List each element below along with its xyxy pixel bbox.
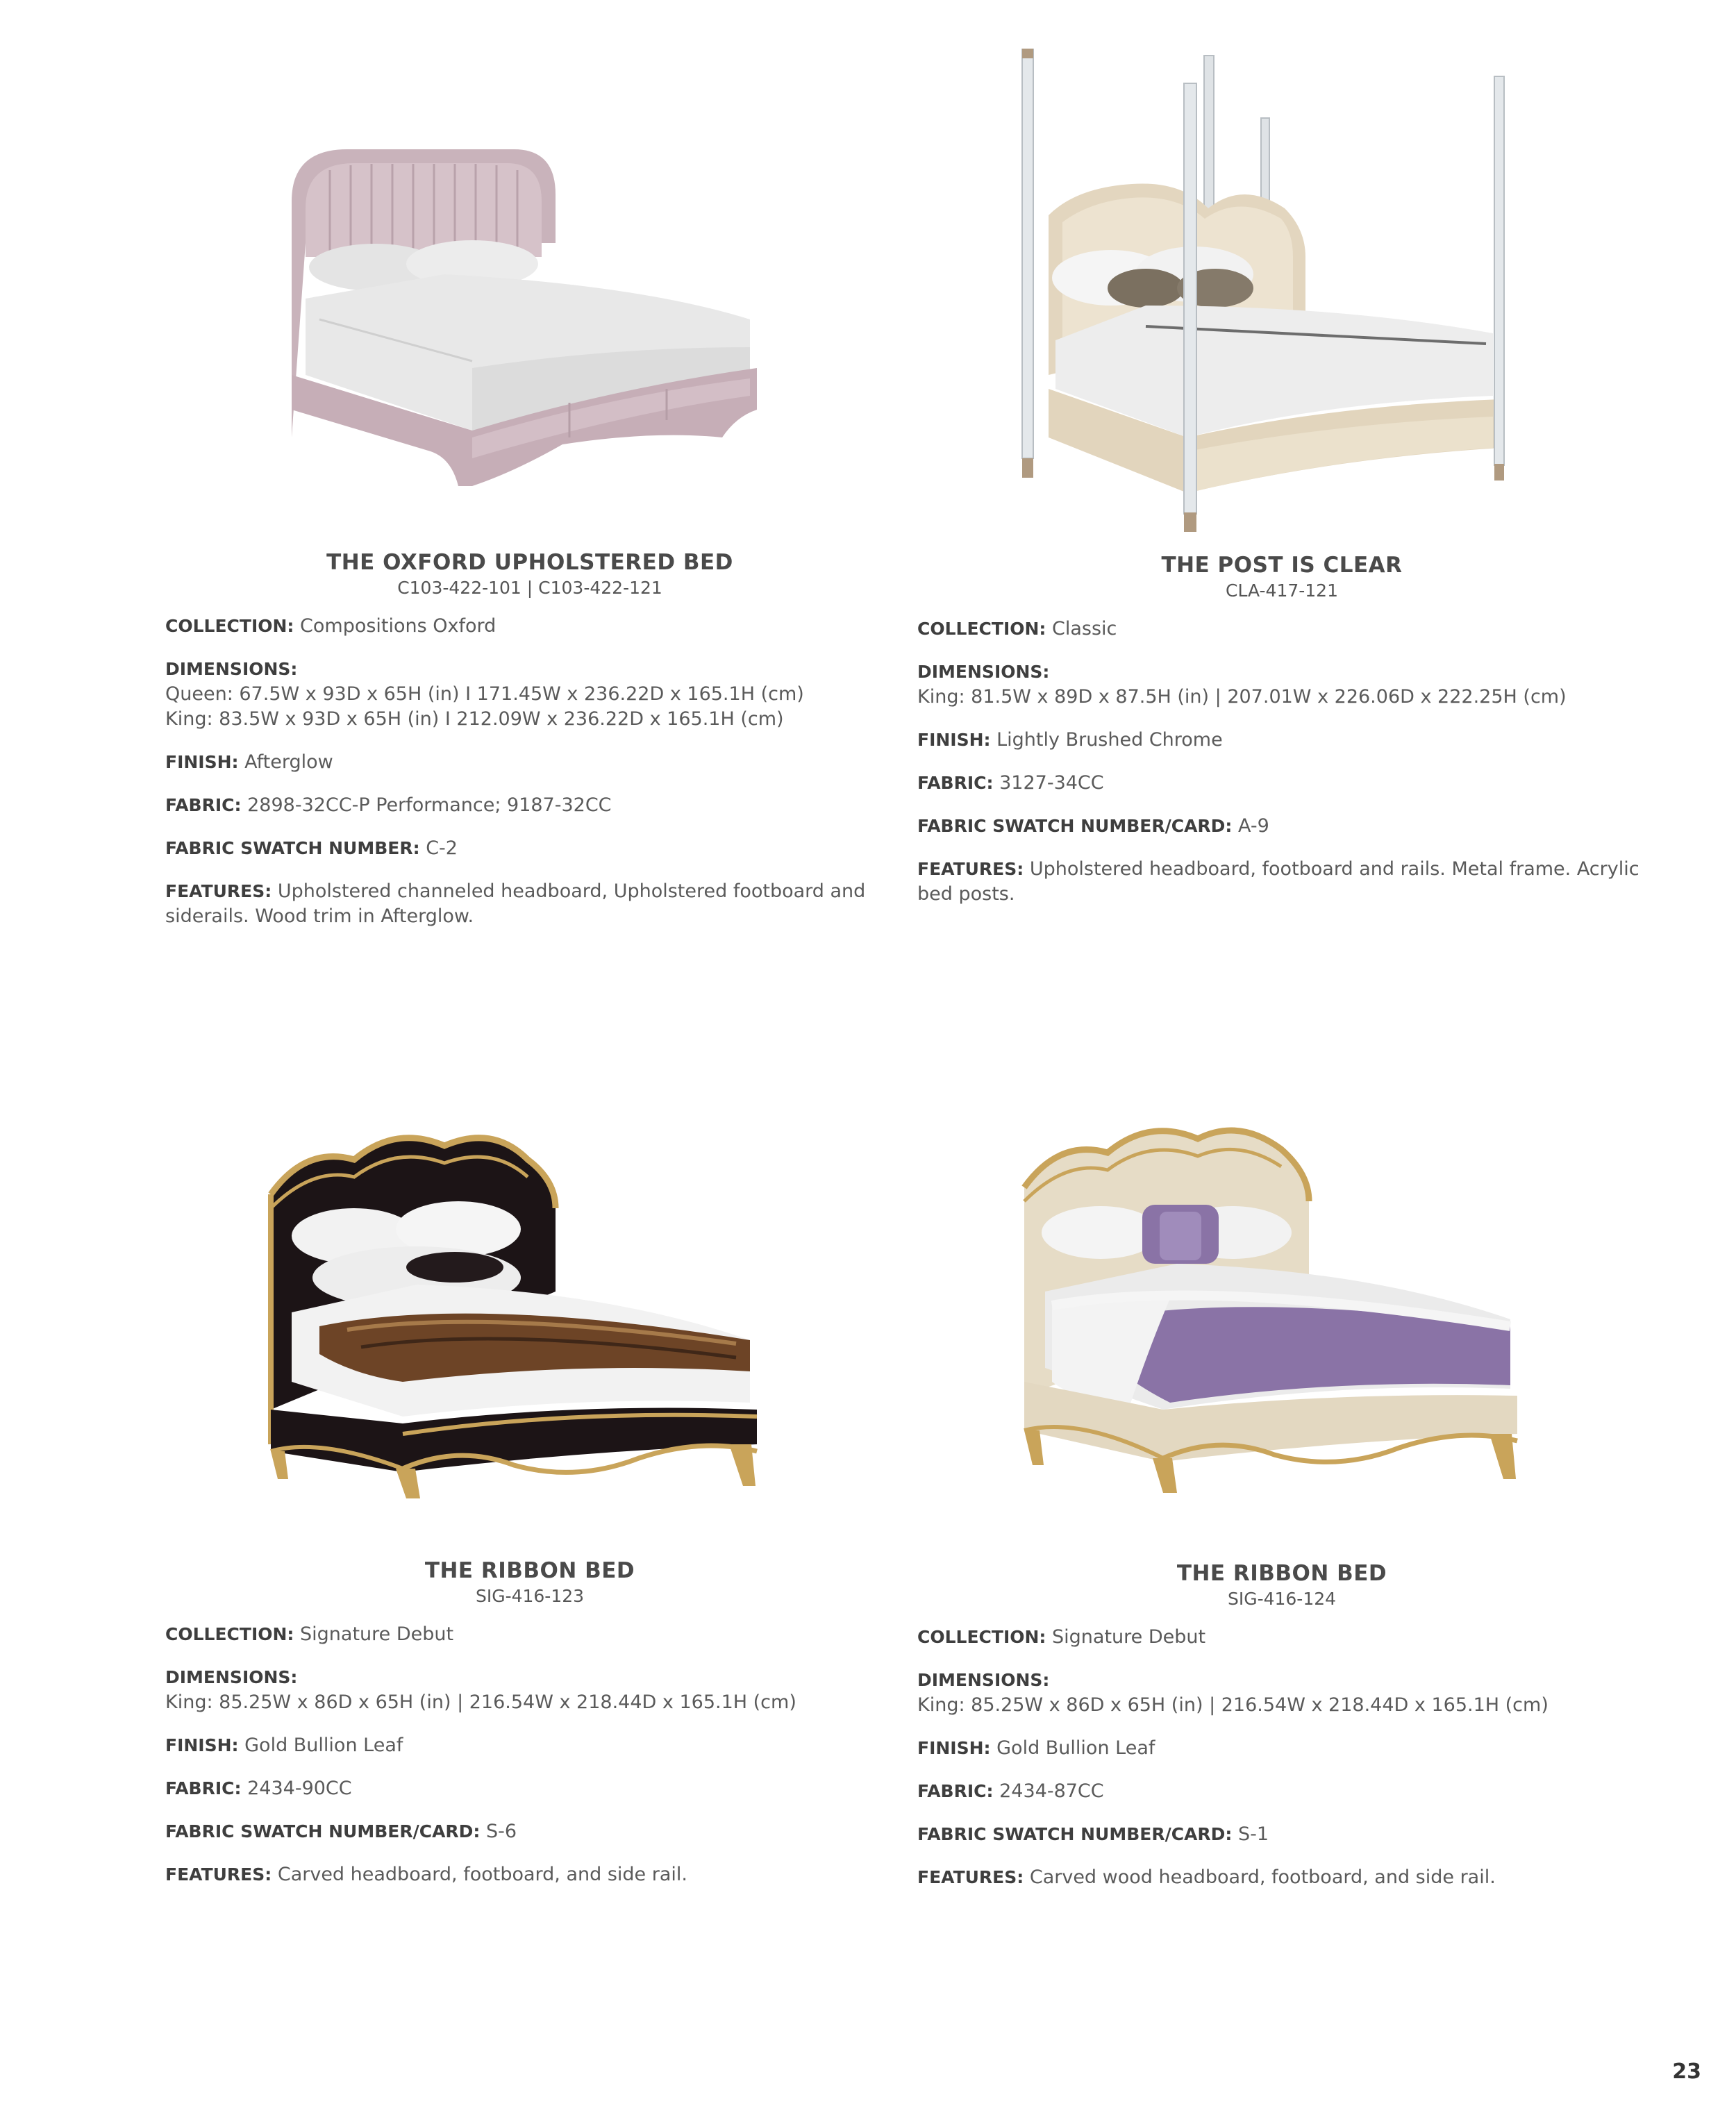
features-label: FEATURES: bbox=[917, 859, 1024, 879]
collection-value: Classic bbox=[1052, 618, 1117, 640]
dimensions-row bbox=[917, 660, 1646, 710]
product-sku: C103-422-101 | C103-422-121 bbox=[397, 578, 662, 598]
swatch-row bbox=[165, 836, 894, 861]
dimensions-row bbox=[165, 657, 894, 732]
finish-value: Gold Bullion Leaf bbox=[244, 1735, 403, 1756]
fabric-value: 3127-34CC bbox=[999, 772, 1104, 794]
dimensions-value: King: 85.25W x 86D x 65H (in) | 216.54W x 218.44D x 165.1H (cm) bbox=[165, 1691, 796, 1713]
fabric-label: FABRIC: bbox=[165, 1778, 242, 1798]
collection-label: COLLECTION: bbox=[165, 1624, 294, 1644]
fabric-row bbox=[165, 793, 894, 818]
fabric-row bbox=[917, 1779, 1646, 1804]
collection-row bbox=[165, 614, 894, 639]
finish-label: FINISH: bbox=[917, 1738, 991, 1758]
fabric-value: 2898-32CC-P Performance; 9187-32CC bbox=[247, 794, 612, 816]
features-row bbox=[917, 1865, 1646, 1890]
features-row bbox=[165, 1862, 894, 1887]
collection-value: Signature Debut bbox=[1052, 1626, 1206, 1648]
collection-row bbox=[917, 1625, 1646, 1650]
finish-value: Afterglow bbox=[244, 751, 333, 773]
product-ribbon-bed-cream bbox=[917, 1560, 1646, 1908]
collection-label: COLLECTION: bbox=[917, 619, 1046, 639]
fabric-label: FABRIC: bbox=[917, 1781, 994, 1801]
swatch-value: S-1 bbox=[1238, 1823, 1269, 1845]
dimensions-value: Queen: 67.5W x 93D x 65H (in) I 171.45W x 236.22D x 165.1H (cm) bbox=[165, 683, 804, 705]
features-value: Carved wood headboard, footboard, and side rail. bbox=[1029, 1866, 1496, 1888]
dimensions-row bbox=[165, 1665, 894, 1715]
collection-value: Compositions Oxford bbox=[300, 615, 496, 637]
swatch-label: FABRIC SWATCH NUMBER/CARD: bbox=[917, 1824, 1233, 1844]
finish-row bbox=[917, 1736, 1646, 1761]
swatch-label: FABRIC SWATCH NUMBER/CARD: bbox=[917, 816, 1233, 836]
swatch-value: A-9 bbox=[1238, 815, 1269, 837]
swatch-label: FABRIC SWATCH NUMBER/CARD: bbox=[165, 1821, 481, 1841]
features-row bbox=[165, 879, 894, 929]
fabric-label: FABRIC: bbox=[165, 795, 242, 815]
dimensions-label: DIMENSIONS: bbox=[165, 659, 298, 679]
features-label: FEATURES: bbox=[165, 1864, 272, 1885]
collection-value: Signature Debut bbox=[300, 1623, 454, 1645]
fabric-row bbox=[165, 1776, 894, 1801]
finish-value: Gold Bullion Leaf bbox=[996, 1737, 1155, 1759]
swatch-row bbox=[917, 814, 1646, 839]
swatch-row bbox=[165, 1819, 894, 1844]
ribbon-bed-cream-image bbox=[1010, 1118, 1552, 1507]
finish-row bbox=[165, 1733, 894, 1758]
swatch-label: FABRIC SWATCH NUMBER: bbox=[165, 838, 420, 858]
dimensions-value: King: 81.5W x 89D x 87.5H (in) | 207.01W x 226.06D x 222.25H (cm) bbox=[917, 686, 1567, 708]
page-number: 23 bbox=[1672, 2060, 1701, 2084]
product-title: THE POST IS CLEAR bbox=[1161, 553, 1403, 578]
features-value: Upholstered headboard, footboard and rails. Metal frame. Acrylic bed posts. bbox=[917, 858, 1639, 905]
finish-row bbox=[165, 750, 894, 775]
features-value: Carved headboard, footboard, and side rail. bbox=[277, 1864, 687, 1885]
finish-value: Lightly Brushed Chrome bbox=[996, 729, 1223, 751]
product-title: THE OXFORD UPHOLSTERED BED bbox=[326, 550, 733, 575]
oxford-bed-image bbox=[264, 139, 792, 500]
dimensions-label: DIMENSIONS: bbox=[917, 1670, 1050, 1690]
collection-row bbox=[165, 1622, 894, 1647]
product-title: THE RIBBON BED bbox=[1176, 1561, 1387, 1586]
swatch-row bbox=[917, 1822, 1646, 1847]
product-title: THE RIBBON BED bbox=[424, 1558, 635, 1583]
features-value: Upholstered channeled headboard, Upholstered footboard and siderails. Wood trim in Afterglow. bbox=[165, 880, 866, 927]
dimensions-value: King: 83.5W x 93D x 65H (in) I 212.09W x 236.22D x 165.1H (cm) bbox=[165, 708, 784, 730]
collection-label: COLLECTION: bbox=[165, 616, 294, 636]
fabric-value: 2434-87CC bbox=[999, 1780, 1104, 1802]
product-post-is-clear bbox=[917, 551, 1646, 925]
fabric-label: FABRIC: bbox=[917, 773, 994, 793]
post-is-clear-bed-image bbox=[1007, 49, 1535, 535]
finish-row bbox=[917, 728, 1646, 753]
finish-label: FINISH: bbox=[165, 752, 239, 772]
fabric-value: 2434-90CC bbox=[247, 1778, 352, 1799]
ribbon-bed-black-image bbox=[250, 1118, 792, 1507]
finish-label: FINISH: bbox=[165, 1735, 239, 1755]
collection-label: COLLECTION: bbox=[917, 1627, 1046, 1647]
product-ribbon-bed-black bbox=[165, 1557, 894, 1905]
swatch-value: S-6 bbox=[486, 1821, 517, 1842]
product-oxford-upholstered-bed bbox=[165, 549, 894, 947]
features-row bbox=[917, 857, 1646, 907]
dimensions-label: DIMENSIONS: bbox=[917, 662, 1050, 682]
features-label: FEATURES: bbox=[917, 1867, 1024, 1887]
dimensions-row bbox=[917, 1668, 1646, 1718]
product-sku: SIG-416-123 bbox=[475, 1586, 585, 1606]
dimensions-value: King: 85.25W x 86D x 65H (in) | 216.54W x 218.44D x 165.1H (cm) bbox=[917, 1694, 1549, 1716]
fabric-row bbox=[917, 771, 1646, 796]
finish-label: FINISH: bbox=[917, 730, 991, 750]
product-sku: SIG-416-124 bbox=[1227, 1589, 1337, 1609]
collection-row bbox=[917, 617, 1646, 642]
features-label: FEATURES: bbox=[165, 881, 272, 901]
dimensions-label: DIMENSIONS: bbox=[165, 1667, 298, 1687]
product-sku: CLA-417-121 bbox=[1226, 580, 1338, 601]
swatch-value: C-2 bbox=[426, 837, 458, 859]
